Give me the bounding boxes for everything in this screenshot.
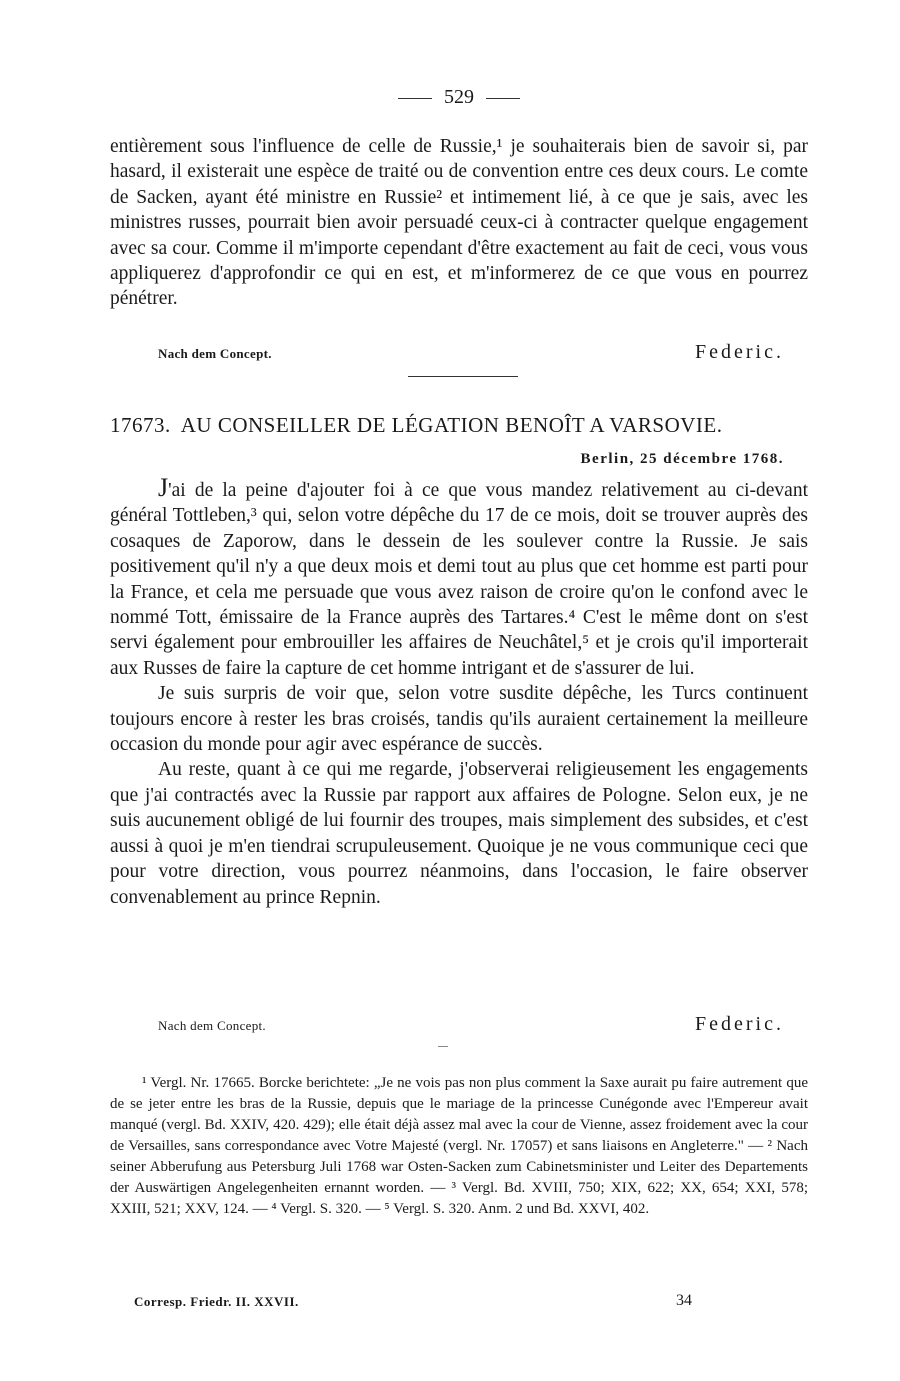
signoff-1: [110, 334, 808, 364]
source-note-2: Nach dem Concept.: [158, 1018, 266, 1033]
footnote-divider: [438, 1046, 448, 1047]
signature-1: Federic.: [695, 341, 784, 363]
letter-number: 17673.: [110, 413, 171, 437]
signature-2: Federic.: [695, 1013, 784, 1035]
letter-paragraph-2: Je suis surpris de voir que, selon votre susdite dépêche, les Turcs continuent toujours encore à rester les bras croisés, tandis qu'ils auraient certainement la meilleure occasion du monde pour agir avec espérance de succès.: [110, 683, 808, 756]
page-number: 529: [444, 86, 474, 108]
dateline: Berlin, 25 décembre 1768.: [580, 451, 784, 467]
letter-body: [110, 475, 808, 910]
footnote-text: ¹ Vergl. Nr. 17665. Borcke berichtete: „Je ne vois pas non plus comment la Saxe aurait pu faire autrement que de se jeter entre les bras de la Russie, depuis que le mariage de la princesse Cunégonde avec l'Empereur avait manqué (vergl. Bd. XXIV, 420. 429); elle était déjà assez mal avec la cour de Vienne, assez froidement avec la cour de Versailles, sans correspondance avec Votre Majesté (vergl. Nr. 17057) et sans liaisons en Angleterre." — ² Nach seiner Abberufung aus Petersburg Juli 1768 war Osten-Sacken zum Cabinetsminister und Leiter des Departements der Auswärtigen Angelegenheiten ernannt worden. — ³ Vergl. Bd. XVIII, 750; XIX, 622; XX, 654; XXI, 578; XXIII, 521; XXV, 124. — ⁴ Vergl. S. 320. — ⁵ Vergl. S. 320. Anm. 2 und Bd. XXVI, 402.: [110, 1075, 808, 1217]
letter-paragraph-1: J'ai de la peine d'ajouter foi à ce que vous mandez relativement au ci-devant général Tottleben,³ qui, selon votre dépêche du 17 de ce mois, doit se trouver auprès des cosaques de Zaporow, dans le dessein de les soulever contre la Russie. Je sais positivement qu'il n'y a que deux mois et demi tout au plus que cet homme est parti pour la France, et cela me persuade que vous avez raison de croire qu'on le confond avec le nommé Tott, émissaire de la France auprès des Tartares.⁴ C'est le même dont on s'est servi également pour embrouiller les affaires de Neuchâtel,⁵ et je crois qu'il importerait aux Russes de faire la capture de cet homme intrigant et de s'assurer de lui.: [110, 473, 808, 679]
page-header: [110, 86, 808, 109]
drop-cap: J: [158, 473, 169, 502]
letter-title: AU CONSEILLER DE LÉGATION BENOÎT A VARSOVIE.: [180, 413, 723, 437]
source-note-1: Nach dem Concept.: [158, 346, 272, 361]
footer-sheet-number: 34: [676, 1292, 692, 1309]
letter-heading: [110, 413, 808, 438]
section-divider: [408, 376, 518, 377]
footnotes: [110, 1073, 808, 1220]
header-rule-right: [486, 98, 520, 99]
header-rule-left: [398, 98, 432, 99]
document-page: [110, 0, 808, 1381]
signoff-2: [110, 1006, 808, 1036]
letter-paragraph-3: Au reste, quant à ce qui me regarde, j'observerai religieusement les engagements que j'ai contractés avec la Russie par rapport aux affaires de Pologne. Selon eux, je ne suis aucunement obligé de lui fournir des troupes, mais simplement des subsides, et c'est aussi à quoi je m'en tiendrai scrupuleusement. Quoique je ne vous communique ceci que pour votre direction, vous pourrez néanmoins, dans l'occasion, le faire observer convenablement au prince Repnin.: [110, 759, 808, 908]
footer-signature-mark: Corresp. Friedr. II. XXVII.: [134, 1294, 299, 1309]
letter-continuation-paragraph: entièrement sous l'influence de celle de Russie,¹ je souhaiterais bien de savoir si, par hasard, il existerait une espèce de traité ou de convention entre ces deux cours. Le comte de Sacken, ayant été ministre en Russie² et intimement lié, à ce que je sais, avec les ministres russes, pourrait bien avoir persuadé ceux-ci à contracter quelque engagement avec sa cour. Comme il m'importe cependant d'être exactement au fait de ceci, vous vous appliquerez d'approfondir ce qui en est, et m'informerez de ce que vous en pourrez pénétrer.: [110, 136, 808, 310]
